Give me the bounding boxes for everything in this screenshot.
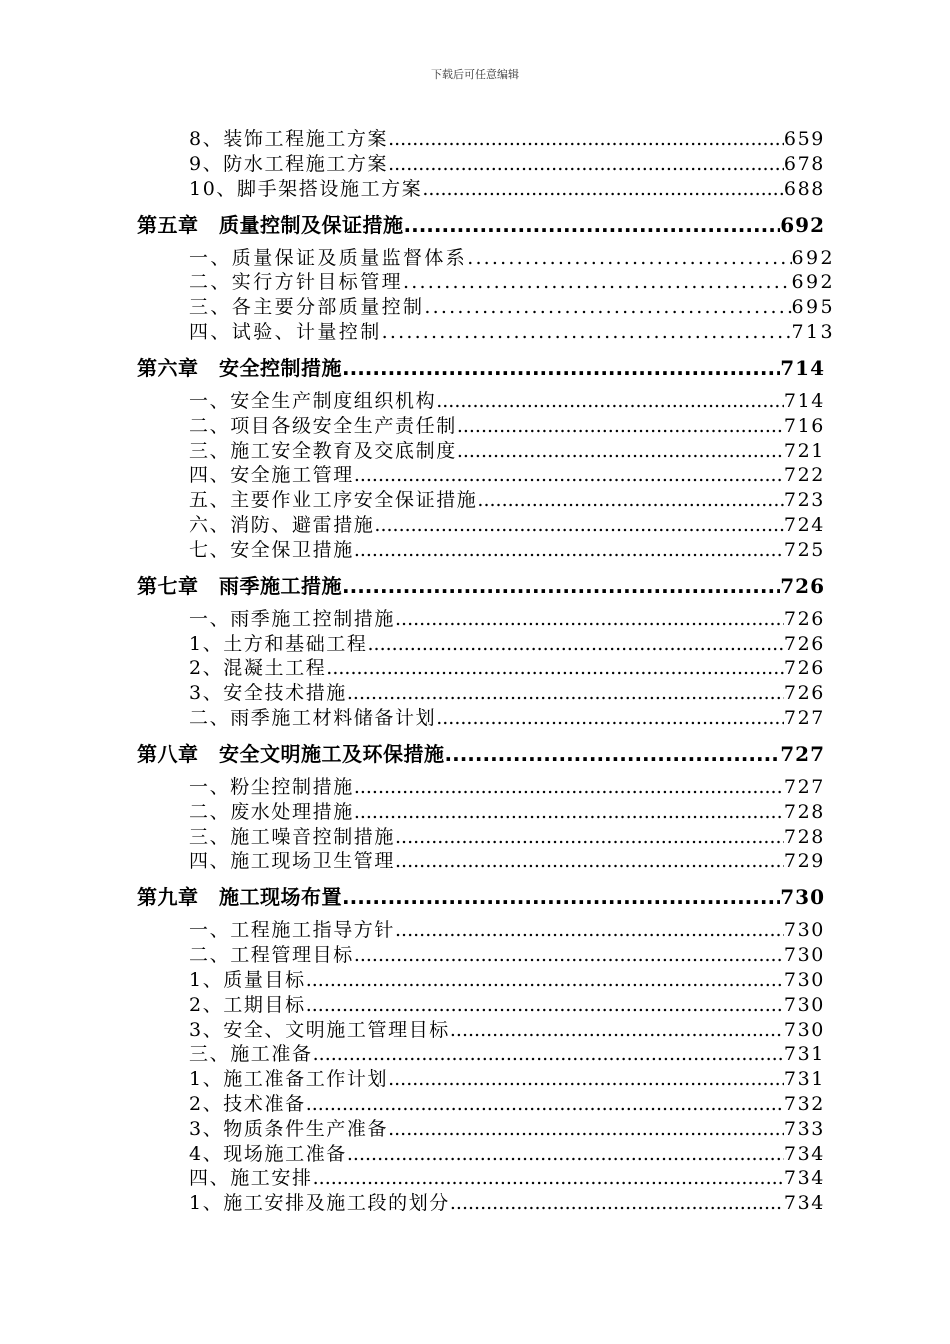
toc-page-number: 728 <box>783 800 825 823</box>
toc-chapter <box>137 352 825 381</box>
toc-entry <box>189 535 825 562</box>
toc-page-number: 716 <box>783 414 825 437</box>
toc-chapter <box>137 738 825 767</box>
toc-label: 10、脚手架搭设施工方案 <box>189 177 423 200</box>
toc-label: 一、工程施工指导方针 <box>189 919 396 942</box>
toc-entry <box>189 1015 825 1042</box>
toc-entry <box>189 822 825 849</box>
toc-entry <box>189 915 825 942</box>
toc-leader <box>342 356 780 380</box>
toc-leader <box>326 657 784 679</box>
toc-leader <box>467 247 791 269</box>
toc-leader <box>404 213 781 237</box>
toc-label: 四、安全施工管理 <box>189 464 354 487</box>
toc-label: 四、施工现场卫生管理 <box>189 850 396 873</box>
toc-label: 四、施工安排 <box>189 1167 313 1190</box>
toc-leader <box>477 489 784 511</box>
toc-page-number: 726 <box>783 607 825 630</box>
toc-entry <box>189 386 825 413</box>
toc-leader <box>422 178 784 200</box>
toc-leader <box>424 296 791 318</box>
toc-leader <box>450 1192 784 1214</box>
toc-leader <box>354 801 784 823</box>
toc-leader <box>450 1019 784 1041</box>
toc-label: 第八章 安全文明施工及环保措施 <box>137 742 445 766</box>
toc-page-number: 692 <box>791 271 835 294</box>
toc-label: 二、工程管理目标 <box>189 944 354 967</box>
toc-page-number: 688 <box>783 177 825 200</box>
toc-page-number: 734 <box>783 1167 825 1190</box>
toc-leader <box>395 608 784 630</box>
toc-label: 第五章 质量控制及保证措施 <box>137 212 404 237</box>
toc-label: 2、技术准备 <box>189 1093 306 1115</box>
toc-label: 3、安全、文明施工管理目标 <box>189 1018 450 1041</box>
toc-page-number: 731 <box>783 1043 825 1066</box>
toc-page-number: 721 <box>783 439 825 462</box>
toc-label: 二、实行方针目标管理 <box>189 271 404 294</box>
toc-label: 一、雨季施工控制措施 <box>189 607 396 630</box>
toc-entry <box>189 703 825 730</box>
toc-label: 二、雨季施工材料储备计划 <box>189 707 437 729</box>
toc-page-number: 733 <box>783 1117 825 1140</box>
toc-entry <box>189 604 825 631</box>
toc-leader <box>388 1068 784 1090</box>
toc-entry <box>189 1089 825 1116</box>
toc-label: 第九章 施工现场布置 <box>137 885 342 910</box>
toc-page-number: 729 <box>783 850 825 873</box>
toc-entry <box>189 510 825 537</box>
toc-page-number: 692 <box>791 246 835 269</box>
toc-page-number: 726 <box>783 632 825 655</box>
toc-entry <box>189 411 825 438</box>
toc-entry <box>189 653 825 680</box>
toc-entry <box>189 292 835 319</box>
toc-entry <box>189 629 825 656</box>
toc-entry <box>189 174 825 201</box>
toc-label: 六、消防、避雷措施 <box>189 514 375 536</box>
toc-entry <box>189 149 825 176</box>
toc-leader <box>436 390 784 412</box>
toc-leader <box>436 707 784 729</box>
toc-label: 3、安全技术措施 <box>189 682 347 705</box>
toc-label: 三、施工安全教育及交底制度 <box>189 439 457 462</box>
toc-entry <box>189 460 825 487</box>
toc-page-number: 726 <box>783 657 825 680</box>
toc-leader <box>395 850 784 872</box>
toc-leader <box>354 464 784 486</box>
toc-leader <box>388 1118 784 1140</box>
toc-leader <box>445 742 781 766</box>
toc-page-number: 695 <box>791 296 835 319</box>
toc-entry <box>189 124 825 151</box>
toc-label: 1、施工准备工作计划 <box>189 1068 389 1091</box>
toc-page-number: 727 <box>783 776 825 798</box>
toc-entry <box>189 797 825 824</box>
toc-page-number: 731 <box>783 1068 825 1091</box>
toc-label: 1、土方和基础工程 <box>189 632 368 655</box>
toc-entry <box>189 678 825 705</box>
toc-leader <box>457 415 784 437</box>
toc-leader <box>374 514 784 536</box>
toc-page-number: 727 <box>783 707 825 729</box>
toc-page-number: 734 <box>783 1142 825 1165</box>
toc-leader <box>368 633 784 655</box>
toc-label: 8、装饰工程施工方案 <box>189 128 389 150</box>
toc-leader <box>354 776 784 798</box>
toc-entry <box>189 436 825 463</box>
toc-leader <box>354 539 784 561</box>
toc-label: 七、安全保卫措施 <box>189 538 354 561</box>
toc-entry <box>189 1188 825 1215</box>
toc-page-number: 730 <box>783 993 825 1016</box>
toc-entry <box>189 940 825 967</box>
toc-leader <box>354 944 784 966</box>
toc-leader <box>388 153 784 175</box>
toc-leader <box>388 128 784 150</box>
toc-leader <box>306 994 784 1016</box>
toc-label: 四、试验、计量控制 <box>189 321 382 343</box>
toc-leader <box>403 271 792 293</box>
toc-entry <box>189 485 825 512</box>
toc-label: 三、施工噪音控制措施 <box>189 825 396 848</box>
toc-page-number: 730 <box>783 1018 825 1041</box>
toc-page-number: 678 <box>783 152 825 175</box>
toc-entry <box>189 267 835 294</box>
toc-page-number: 725 <box>783 538 825 561</box>
toc-entry <box>189 990 825 1017</box>
toc-entry <box>189 772 825 799</box>
toc-entry <box>189 846 825 873</box>
toc-label: 五、主要作业工序安全保证措施 <box>189 489 478 512</box>
toc-page-number: 727 <box>780 742 825 766</box>
toc-label: 3、物质条件生产准备 <box>189 1117 389 1140</box>
toc-page-number: 713 <box>791 321 835 343</box>
toc-page-number: 714 <box>780 356 825 380</box>
toc-page-number: 692 <box>780 212 825 237</box>
toc-entry <box>189 1139 825 1166</box>
toc-entry <box>189 1163 825 1190</box>
toc-leader <box>313 1043 784 1065</box>
toc-leader <box>306 1093 784 1115</box>
toc-page-number: 724 <box>783 514 825 536</box>
toc-label: 一、安全生产制度组织机构 <box>189 390 437 412</box>
toc-leader <box>395 826 784 848</box>
toc-page-number: 726 <box>780 573 825 598</box>
toc-leader <box>457 440 784 462</box>
toc-label: 1、施工安排及施工段的划分 <box>189 1192 450 1215</box>
toc-leader <box>342 885 780 909</box>
toc-chapter <box>137 209 825 238</box>
toc-page-number: 726 <box>783 682 825 705</box>
toc-label: 三、各主要分部质量控制 <box>189 296 425 319</box>
toc-entry <box>189 1039 825 1066</box>
toc-page-number: 714 <box>783 390 825 412</box>
toc-label: 二、废水处理措施 <box>189 800 354 823</box>
toc-page-number: 730 <box>783 919 825 942</box>
toc-chapter <box>137 570 825 599</box>
toc-chapter <box>137 881 825 910</box>
toc-page-number: 734 <box>783 1192 825 1215</box>
toc-label: 9、防水工程施工方案 <box>189 152 389 175</box>
toc-page-number: 730 <box>783 944 825 967</box>
toc-entry <box>189 965 825 992</box>
toc-label: 4、现场施工准备 <box>189 1142 347 1165</box>
toc-leader <box>306 969 784 991</box>
toc-label: 2、混凝土工程 <box>189 657 327 680</box>
toc-label: 第七章 雨季施工措施 <box>137 573 342 598</box>
toc-label: 一、粉尘控制措施 <box>189 776 354 798</box>
toc-page-number: 732 <box>783 1093 825 1115</box>
toc-label: 第六章 安全控制措施 <box>137 356 342 380</box>
toc-leader <box>347 682 784 704</box>
toc-page-number: 722 <box>783 464 825 487</box>
toc-leader <box>342 574 780 598</box>
toc-label: 三、施工准备 <box>189 1043 313 1066</box>
toc-leader <box>313 1167 784 1189</box>
toc-entry <box>189 243 835 270</box>
toc-page-number: 730 <box>783 969 825 991</box>
toc-page-number: 728 <box>783 825 825 848</box>
toc-label: 二、项目各级安全生产责任制 <box>189 414 457 437</box>
toc-entry <box>189 1064 825 1091</box>
toc-page-number: 730 <box>780 885 825 910</box>
toc-entry <box>189 1114 825 1141</box>
page-header: 下载后可任意编辑 <box>431 68 519 81</box>
toc-leader <box>395 919 784 941</box>
toc-leader <box>382 321 792 343</box>
toc-label: 1、质量目标 <box>189 969 306 991</box>
toc-leader <box>347 1143 784 1165</box>
toc-entry <box>189 317 835 344</box>
toc-page-number: 659 <box>783 128 825 150</box>
toc-page-number: 723 <box>783 489 825 512</box>
toc-label: 2、工期目标 <box>189 993 306 1016</box>
toc-label: 一、质量保证及质量监督体系 <box>189 246 468 269</box>
